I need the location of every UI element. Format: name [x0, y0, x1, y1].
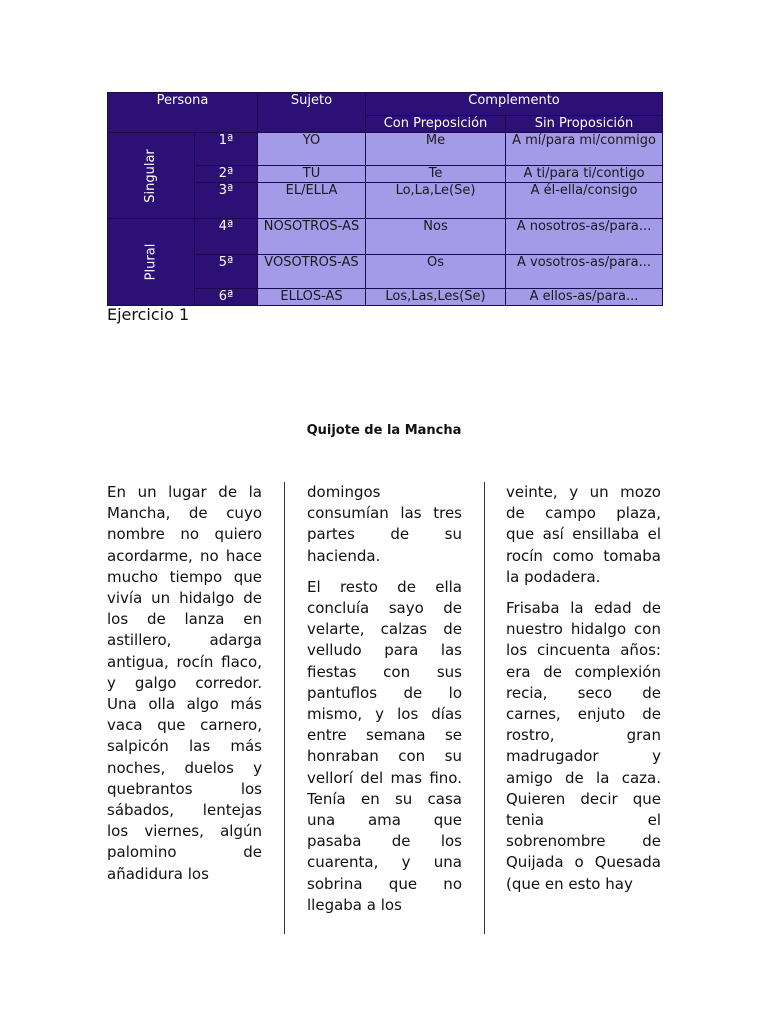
- row-sujeto: VOSOTROS-AS: [258, 255, 366, 289]
- text-column-3: [506, 482, 661, 905]
- text-column-2: [307, 482, 462, 926]
- row-num: 6ª: [195, 289, 258, 306]
- row-sin: A mí/para mi/conmigo: [506, 133, 663, 166]
- row-sin: A vosotros-as/para...: [506, 255, 663, 289]
- row-sin: A nosotros-as/para...: [506, 219, 663, 255]
- row-num: 1ª: [195, 133, 258, 166]
- group-singular-label: Singular: [143, 148, 158, 203]
- header-con-preposicion: Con Preposición: [366, 116, 506, 133]
- row-sujeto: EL/ELLA: [258, 183, 366, 219]
- article-title: Quijote de la Mancha: [306, 423, 462, 438]
- row-num: 5ª: [195, 255, 258, 289]
- row-sujeto: NOSOTROS-AS: [258, 219, 366, 255]
- column-divider: [284, 482, 285, 934]
- text-column-1: [107, 482, 262, 895]
- group-plural: [108, 219, 195, 306]
- paragraph: En un lugar de la Mancha, de cuyo nombre no quiero acordarme, no hace mucho tiempo que vivía un hidalgo de los de lanza en astillero, adarga antigua, rocín flaco, y galgo corredor. Una olla algo más vaca que carnero, salpicón las más noches, duelos y quebrantos los sábados, lentejas los viernes, algún palomino de añadidura los: [107, 483, 262, 883]
- column-divider: [484, 482, 485, 934]
- header-persona: Persona: [108, 93, 258, 133]
- row-con: Lo,La,Le(Se): [366, 183, 506, 219]
- row-con: Os: [366, 255, 506, 289]
- paragraph: El resto de ella concluía sayo de velarte, calzas de velludo para las fiestas con sus pantuflos de lo mismo, y los días entre semana se honraban con su vellorí del mas fino. Tenía en su casa una ama que pasaba de los cuarenta, y una sobrina que no llegaba a los: [307, 577, 462, 914]
- pronoun-table: [107, 92, 663, 306]
- exercise-label: Ejercicio 1: [107, 305, 190, 324]
- row-con: Me: [366, 133, 506, 166]
- row-sin: A ellos-as/para...: [506, 289, 663, 306]
- row-con: Los,Las,Les(Se): [366, 289, 506, 306]
- row-sin: A ti/para ti/contigo: [506, 166, 663, 183]
- header-complemento: Complemento: [366, 93, 663, 116]
- paragraph: domingos consumían las tres partes de su hacienda.: [307, 483, 462, 565]
- row-num: 4ª: [195, 219, 258, 255]
- paragraph: veinte, y un mozo de campo plaza, que así ensillaba el rocín como tomaba la podadera.: [506, 483, 661, 586]
- row-num: 2ª: [195, 166, 258, 183]
- row-con: Te: [366, 166, 506, 183]
- group-plural-label: Plural: [143, 243, 158, 281]
- row-sujeto: YO: [258, 133, 366, 166]
- row-sujeto: ELLOS-AS: [258, 289, 366, 306]
- row-sin: A él-ella/consigo: [506, 183, 663, 219]
- header-sin-proposicion: Sin Proposición: [506, 116, 663, 133]
- row-num: 3ª: [195, 183, 258, 219]
- row-sujeto: TÚ: [258, 166, 366, 183]
- paragraph: Frisaba la edad de nuestro hidalgo con los cincuenta años: era de complexión recia, seco de carnes, enjuto de rostro, gran madrugador y amigo de la caza. Quieren decir que tenia el sobrenombre de Quijada o Quesada (que en esto hay: [506, 599, 661, 893]
- row-con: Nos: [366, 219, 506, 255]
- header-sujeto: Sujeto: [258, 93, 366, 133]
- group-singular: [108, 133, 195, 219]
